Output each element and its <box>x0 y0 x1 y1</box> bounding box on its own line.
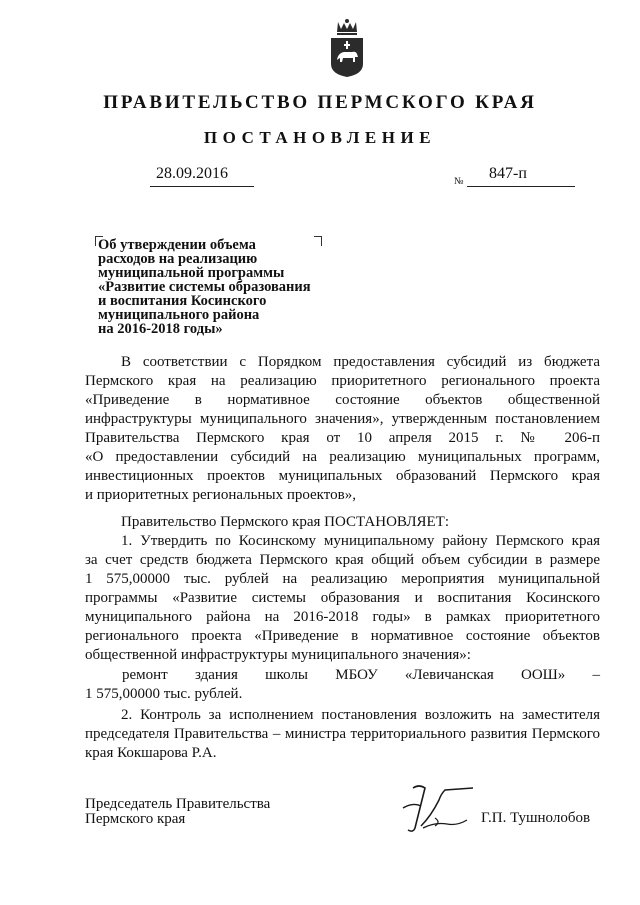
repair-paragraph <box>85 666 600 704</box>
text-line: В соответствии с Порядком предоставления субсидий из бюджета <box>121 354 600 370</box>
document-subject <box>98 238 338 336</box>
handwritten-signature <box>395 780 475 836</box>
text-line: регионального проекта «Приведение в нормативное состояние объектов <box>85 628 600 644</box>
text-line: инфраструктуры муниципального значения», утвержденным постановлением <box>85 411 600 427</box>
subject-line: муниципальной программы <box>98 265 285 281</box>
text-line: за счет средств бюджета Пермского края общий объем субсидии в размере <box>85 552 600 568</box>
item-2-paragraph <box>85 706 600 763</box>
signatory-position <box>85 797 270 827</box>
item-1-paragraph <box>85 532 600 665</box>
text-line: 1. Утвердить по Косинскому муниципальному району Пермского края <box>121 533 600 549</box>
subject-line: Об утверждении объема <box>98 237 256 253</box>
text-line: 1 575,00000 тыс. рублей. <box>85 686 243 702</box>
text-line: и приоритетных региональных проектов», <box>85 487 356 503</box>
preamble-paragraph <box>85 353 600 505</box>
subject-line: расходов на реализацию <box>98 251 258 267</box>
text-line: председателя Правительства – министра территориального развития Пермского <box>85 726 600 742</box>
text-line: края Кокшарова Р.А. <box>85 745 217 761</box>
text-line: муниципального района на 2016-2018 годы» в рамках приоритетного <box>85 609 600 625</box>
text-line: программы «Развитие системы образования и воспитания Косинского <box>85 590 600 606</box>
text-line: Правительства Пермского края от 10 апреля 2015 г. № 206-п <box>85 430 600 446</box>
government-title: ПРАВИТЕЛЬСТВО ПЕРМСКОГО КРАЯ <box>103 92 537 113</box>
text-line: Правительство Пермского края ПОСТАНОВЛЯЕТ: <box>121 514 450 530</box>
position-line: Пермского края <box>85 811 186 827</box>
text-line: 2. Контроль за исполнением постановления возложить на заместителя <box>121 707 600 723</box>
subject-line: на 2016-2018 годы» <box>98 321 223 337</box>
subject-line: и воспитания Косинского <box>98 293 267 309</box>
text-line: общественной инфраструктуры муниципального значения»: <box>85 647 471 663</box>
number-underline <box>467 186 575 187</box>
text-line: ремонт здания школы МБОУ «Левичанская ООШ» – <box>122 667 600 683</box>
text-line: Пермского края на реализацию приоритетного регионального проекта <box>85 373 600 389</box>
document-number: 847-п <box>489 165 527 182</box>
text-line: «Приведение в нормативное состояние объектов общественной <box>85 392 600 408</box>
signatory-name: Г.П. Тушнолобов <box>481 810 591 826</box>
number-sign: № <box>454 176 464 187</box>
perm-krai-coat-of-arms-icon <box>328 16 366 78</box>
subject-line: «Развитие системы образования <box>98 279 311 295</box>
decree-statement <box>85 513 600 532</box>
document-date: 28.09.2016 <box>156 165 228 182</box>
text-line: инвестиционных проектов муниципальных образований Пермского края <box>85 468 600 484</box>
document-type: ПОСТАНОВЛЕНИЕ <box>203 128 437 147</box>
text-line: 1 575,00000 тыс. рублей на реализацию мероприятия муниципальной <box>85 571 600 587</box>
date-underline <box>150 186 254 187</box>
text-line: «О предоставлении субсидий на реализацию муниципальных программ, <box>85 449 600 465</box>
subject-line: муниципального района <box>98 307 260 323</box>
position-line: Председатель Правительства <box>85 796 271 812</box>
